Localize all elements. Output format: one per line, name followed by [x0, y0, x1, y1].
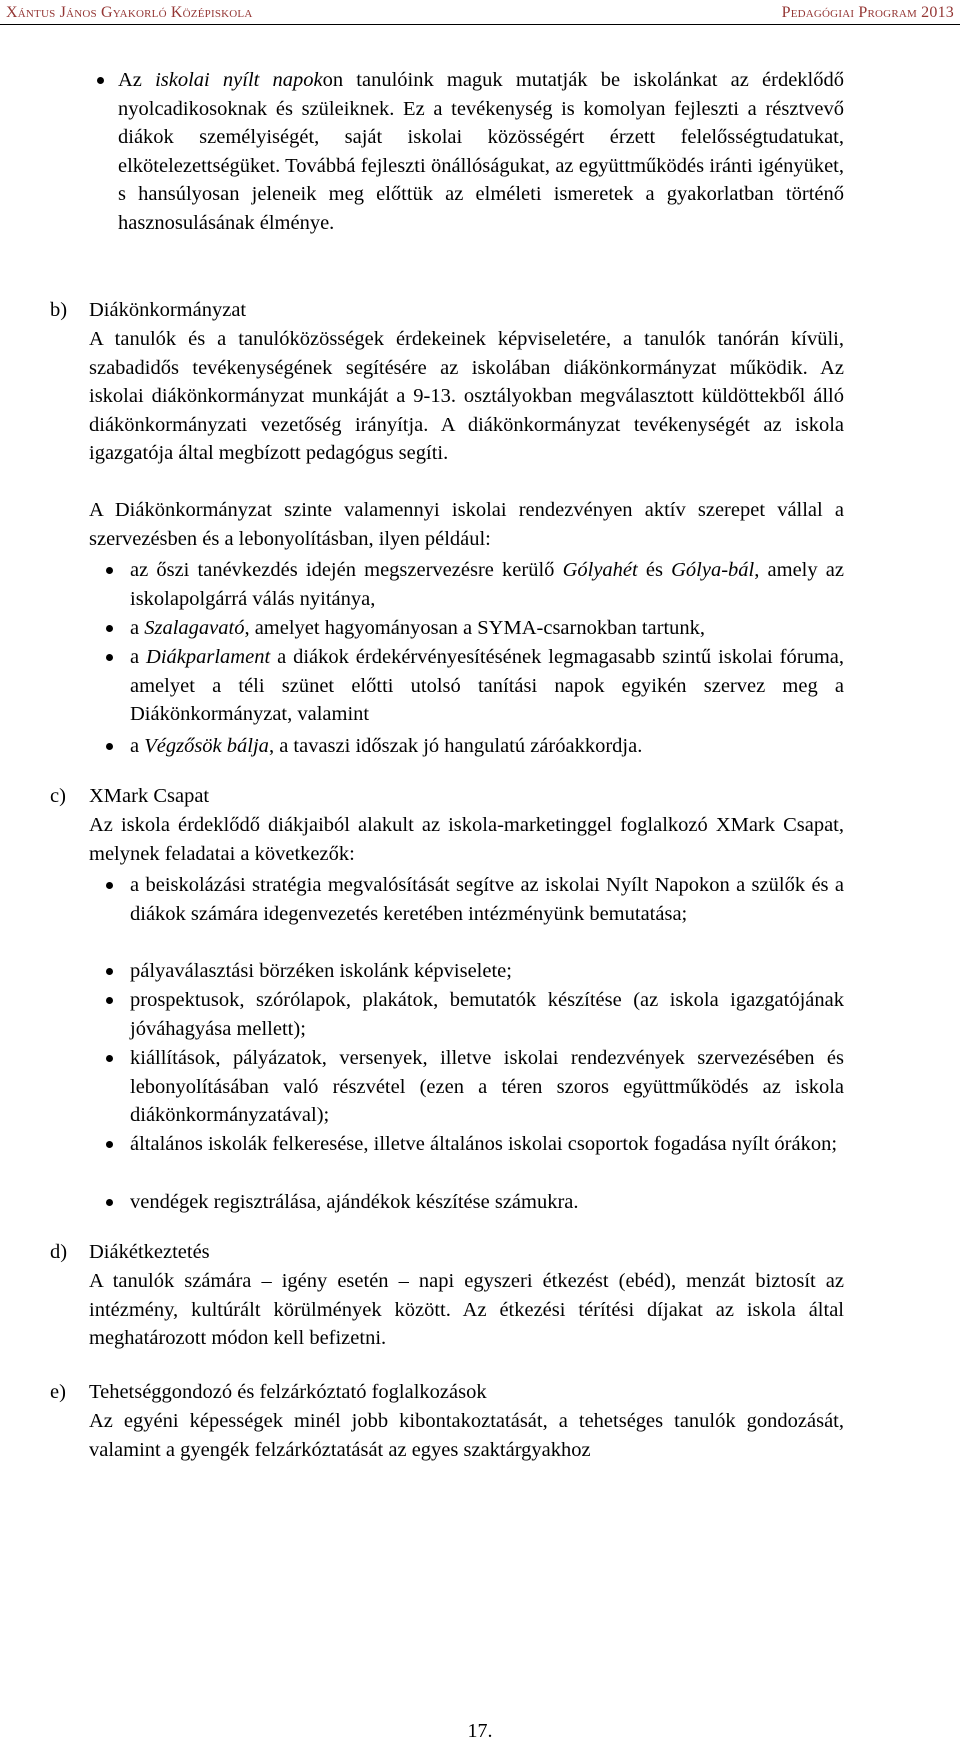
bullet-icon	[106, 1199, 113, 1206]
section-b-bullet-1: az őszi tanévkezdés idején megszervezésre kerülő Gólyahét és Gólya-bál, amely az iskolapolgárrá válás nyitánya,	[130, 559, 844, 610]
bullet-icon	[106, 625, 113, 632]
page-number: 17.	[467, 1720, 493, 1742]
section-c-bullet-5: általános iskolák felkeresése, illetve általános iskolai csoportok fogadása nyílt órákon;	[130, 1133, 838, 1155]
section-e-title: Tehetséggondozó és felzárkóztató foglalkozások	[89, 1381, 487, 1403]
section-c-paragraph-1: Az iskola érdeklődő diákjaiból alakult az iskola-marketinggel foglalkozó XMark Csapat, melynek feladatai a következők:	[89, 814, 844, 865]
section-b-bullet-3: a Diákparlament a diákok érdekérvényesítésének legmagasabb szintű iskolai fóruma, amelyet a téli szünet előtti utolsó tanítási napok egyikén szervez meg a Diákönkormányzat, valamint	[130, 646, 844, 725]
emphasis: iskolai nyílt napok	[155, 69, 323, 91]
section-e-label: e)	[50, 1381, 66, 1403]
header-school-name: Xántus János Gyakorló Középiskola	[6, 4, 253, 21]
section-b-paragraph-1: A tanulók és a tanulóközösségek érdekeinek képviseletére, a tanulók tanórán kívüli, szabadidős tevékenységének segítésére az iskolában diákönkormányzat működik. Az iskolai diákönkormányzat munkáját a 9-13. osztályokban megválasztott küldöttekből álló diákönkormányzati vezetőség irányítja. A diákönkormányzat tevékenységét az iskola igazgatója által megbízott pedagógus segíti.	[89, 328, 844, 464]
page-header	[0, 0, 960, 25]
section-c-bullet-6: vendégek regisztrálása, ajándékok készítése számukra.	[130, 1191, 579, 1213]
section-c-title: XMark Csapat	[89, 785, 210, 807]
section-d-paragraph-1: A tanulók számára – igény esetén – napi egyszeri étkezést (ebéd), menzát biztosít az intézmény, kultúrált körülmények között. Az étkezési térítési díjakat az iskola által meghatározott módon kell befizetni.	[89, 1270, 844, 1349]
section-b-paragraph-2: A Diákönkormányzat szinte valamennyi iskolai rendezvényen aktív szerepet vállal a szervezésben és a lebonyolításban, ilyen például:	[89, 499, 844, 550]
section-b-bullet-4: a Végzősök bálja, a tavaszi időszak jó hangulatú záróakkordja.	[130, 735, 643, 757]
bullet-icon	[106, 882, 113, 889]
section-e-paragraph-1: Az egyéni képességek minél jobb kibontakoztatását, a tehetséges tanulók gondozását, valamint a gyengék felzárkóztatását az egyes szaktárgyakhoz	[89, 1410, 844, 1461]
bullet-icon	[106, 567, 113, 574]
section-c-bullet-3: prospektusok, szórólapok, plakátok, bemutatók készítése (az iskola igazgatójának jóváhagyása mellett);	[130, 989, 844, 1040]
bullet-icon	[106, 1055, 113, 1062]
bullet-icon	[106, 968, 113, 975]
section-d-label: d)	[50, 1241, 68, 1263]
section-c-bullet-2: pályaválasztási börzéken iskolánk képviselete;	[130, 960, 512, 982]
section-b-title: Diákönkormányzat	[89, 299, 247, 321]
bullet-icon	[97, 77, 104, 84]
section-d-title: Diákétkeztetés	[89, 1241, 210, 1263]
section-c-bullet-4: kiállítások, pályázatok, versenyek, illetve iskolai rendezvények szervezésében és lebonyolításában való részvétel (ezen a téren szoros együttműködés az iskola diákönkormányzatával);	[130, 1047, 844, 1126]
section-c-label: c)	[50, 785, 66, 807]
intro-bullet-text: Az iskolai nyílt napokon tanulóink maguk mutatják be iskolánkat az érdeklődő nyolcadikosoknak és szüleiknek. Ez a tevékenység is komolyan fejleszti a résztvevő diákok személyiségét, saját iskolai közösségért érzett felelősségtudatukat, elkötelezettségüket. Továbbá fejleszti önállóságukat, az együttműködés iránti igényüket, s hansúlyosan jeleneik meg előttük az elméleti ismeretek a gyakorlatban történő hasznosulásának élménye.	[118, 69, 844, 234]
bullet-icon	[106, 997, 113, 1004]
section-b-label: b)	[50, 299, 68, 321]
section-c-bullet-1: a beiskolázási stratégia megvalósítását segítve az iskolai Nyílt Napokon a szülők és a diákok számára idegenvezetés keretében intézményünk bemutatása;	[130, 874, 844, 925]
bullet-icon	[106, 1141, 113, 1148]
section-b-bullet-2: a Szalagavató, amelyet hagyományosan a SYMA-csarnokban tartunk,	[130, 617, 706, 639]
bullet-icon	[106, 654, 113, 661]
header-program-title: Pedagógiai Program 2013	[781, 4, 954, 21]
bullet-icon	[106, 743, 113, 750]
